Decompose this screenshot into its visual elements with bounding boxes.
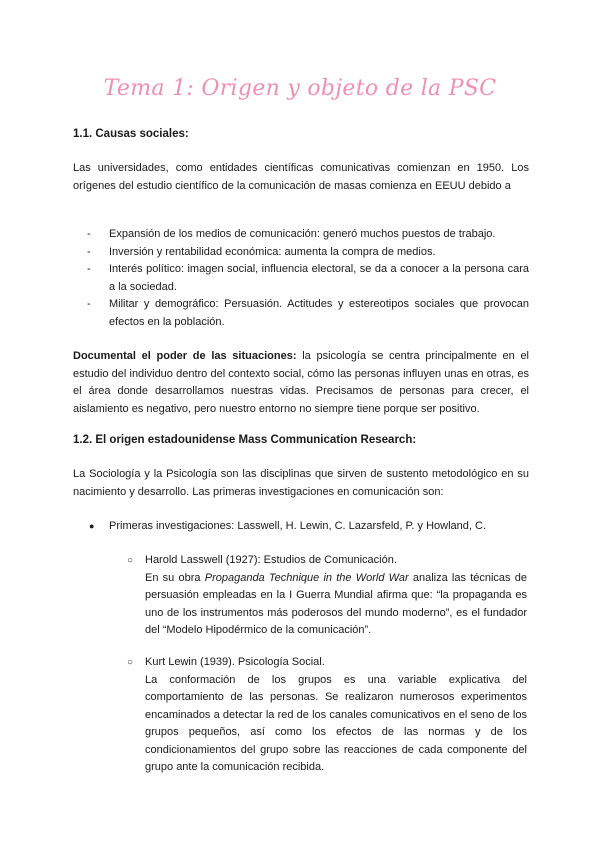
primeras-investigaciones: Primeras investigaciones: Lasswell, H. Lewin, C. Lazarsfeld, P. y Howland, C.	[109, 520, 487, 532]
lewin-item	[127, 654, 527, 777]
lewin-body: La conformación de los grupos es una variable explicativa del comportamiento de las personas. Se realizaron numerosos experimentos encaminados a detectar la red de los canales comunicativos en el seno de los grupos pequeños, así como los efectos de las normas y de los condicionamientos del grupo sobre las reacciones de cada componente del grupo ante la comunicación recibida.	[145, 673, 527, 773]
section1-intro: Las universidades, como entidades científicas comunicativas comienzan en 1950. Los orígenes del estudio científico de la comunicación de masas comienza en EEUU debido a	[73, 162, 529, 192]
lasswell-work-title: Propaganda Technique in the World War	[204, 571, 409, 584]
documental-label: Documental el poder de las situaciones:	[73, 350, 297, 362]
bullet-circle-icon: ○	[127, 657, 134, 668]
document-title: Tema 1: Origen y objeto de la PSC	[103, 76, 497, 101]
list-item: - Militar y demográfico: Persuasión. Actitudes y estereotipos sociales que provocan efectos en la población.	[87, 298, 529, 328]
list-item: - Expansión de los medios de comunicación: generó muchos puestos de trabajo.	[87, 228, 496, 240]
lasswell-heading: Harold Lasswell (1927): Estudios de Comunicación.	[145, 554, 397, 566]
section-heading-causas: 1.1. Causas sociales:	[73, 128, 189, 140]
documental-text: la psicología se centra principalmente en el estudio del individuo dentro del contexto social, cómo las personas influyen unas en otras, es el área donde desarrollamos nuestras vidas. Precisamos de personas para crecer, el aislamiento es negativo, pero nuestro entorno no siempre tiene porque ser positivo.	[73, 350, 530, 415]
bullet-circle-icon: ○	[127, 555, 134, 566]
section2-intro: La Sociología y la Psicología son las disciplinas que sirven de sustento metodológico en su nacimiento y desarrollo. Las primeras investigaciones en comunicación son:	[73, 468, 529, 498]
bullet-list	[73, 226, 529, 331]
section-heading-origen: 1.2. El origen estadounidense Mass Communication Research:	[73, 434, 417, 446]
list-item: - Inversión y rentabilidad económica: aumenta la compra de medios.	[87, 245, 436, 258]
list-item: - Interés político: imagen social, influencia electoral, se da a conocer a la persona cara a la sociedad.	[87, 263, 529, 293]
bullet-dot-icon: ●	[89, 521, 95, 531]
documental-paragraph	[73, 348, 529, 418]
lasswell-body: En su obra Propaganda Technique in the World War analiza las técnicas de persuasión empleadas en la I Guerra Mundial afirma que: “la propaganda es uno de los instrumentos más poderosos del mundo moderno”, es el fundador del “Modelo Hipodérmico de la comunicación”.	[145, 571, 527, 636]
lasswell-item	[127, 552, 527, 640]
lewin-heading: Kurt Lewin (1939). Psicología Social.	[145, 656, 325, 668]
